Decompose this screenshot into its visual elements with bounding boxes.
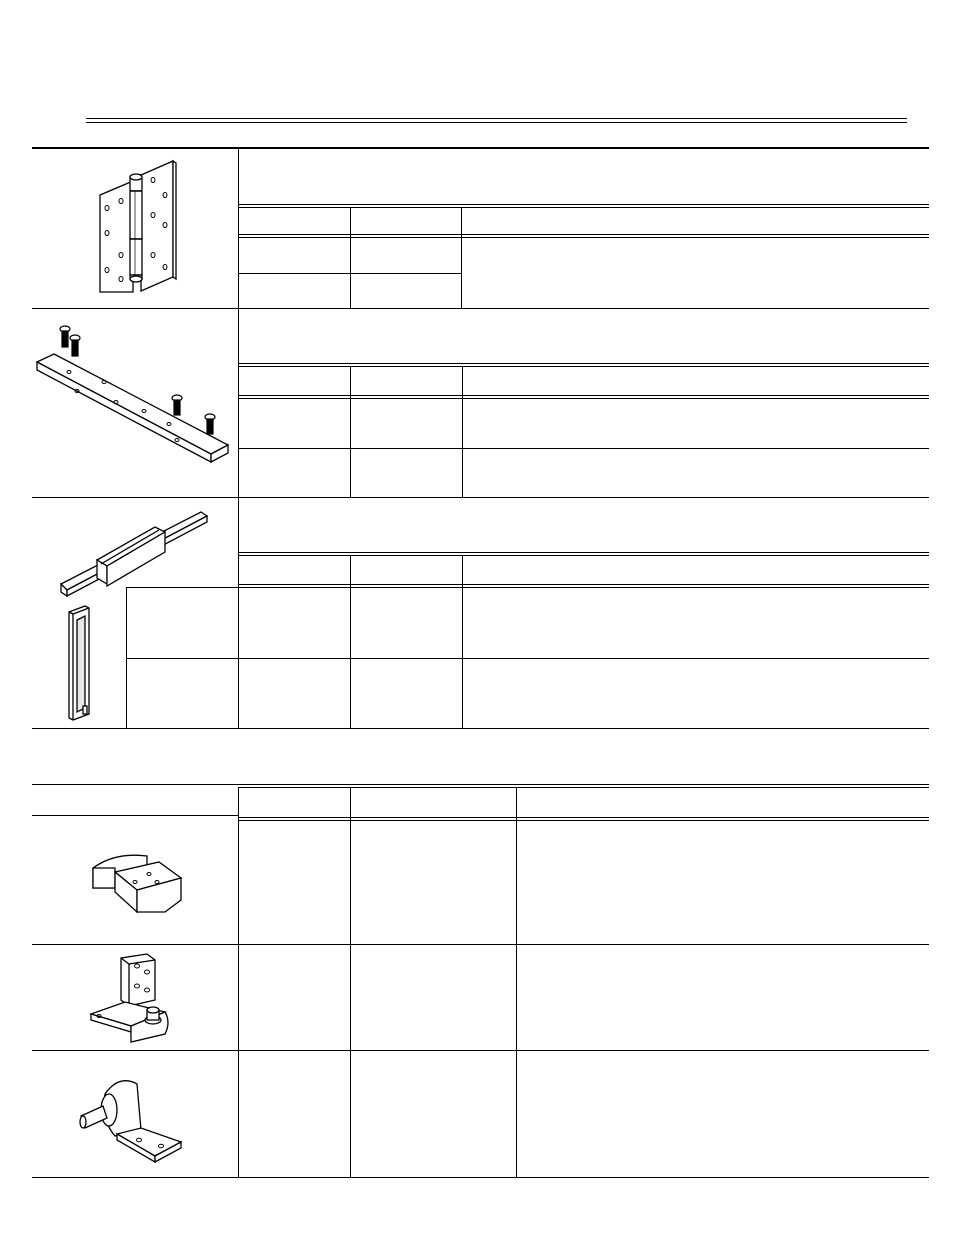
lower-table-top-a [32, 784, 929, 785]
s2-col-rule-b [239, 398, 929, 399]
s2-vline-1 [350, 366, 351, 497]
strap-plate-drawing [32, 318, 237, 468]
butt-hinge-drawing [90, 155, 190, 300]
s3-vline-1 [350, 555, 351, 729]
lower-table-top-b [239, 787, 929, 788]
pivot-block-drawing [85, 848, 195, 923]
s3-col-rule-a [239, 584, 929, 585]
title-rule-top [86, 118, 907, 119]
lower-table-bottom [32, 1177, 929, 1178]
guide-rail-drawing [55, 508, 215, 603]
s3-header-rule-a [239, 552, 929, 553]
pivot-bracket-drawing [85, 950, 185, 1050]
s1-vline-1 [350, 207, 351, 308]
pivot-pin-bracket-drawing [75, 1070, 185, 1170]
s2-col-rule-a [239, 395, 929, 396]
s2-vline-2 [462, 366, 463, 497]
s1-header-rule-b [239, 207, 929, 208]
lower-row-rule-1 [32, 944, 929, 945]
s2-row-rule [239, 448, 929, 449]
section-divider-1 [32, 308, 929, 309]
section-divider-2 [32, 497, 929, 498]
lower-header-rule-c [239, 820, 929, 821]
image-column-divider [238, 148, 239, 729]
lower-vline-2 [516, 787, 517, 1178]
s1-vline-2 [461, 207, 462, 308]
s3-subimage-divider [126, 587, 127, 729]
title-rule-bottom [86, 122, 907, 123]
s1-col-rule-a [239, 234, 929, 235]
table-top-border [32, 147, 929, 149]
s1-header-rule-a [239, 204, 929, 205]
vertical-channel-drawing [55, 602, 105, 727]
s3-vline-2 [462, 555, 463, 729]
lower-vline-1 [350, 787, 351, 1178]
s3-col-rule-b [126, 587, 929, 588]
lower-header-rule-a [32, 815, 238, 816]
s1-col-rule-b [239, 237, 929, 238]
lower-header-rule-b [239, 817, 929, 818]
lower-vline-0 [238, 787, 239, 1178]
s3-header-rule-b [239, 555, 929, 556]
lower-row-rule-2 [32, 1050, 929, 1051]
s2-header-rule-a [239, 363, 929, 364]
s2-header-rule-b [239, 366, 929, 367]
s3-row-rule [126, 658, 929, 659]
upper-table-bottom [32, 728, 929, 729]
